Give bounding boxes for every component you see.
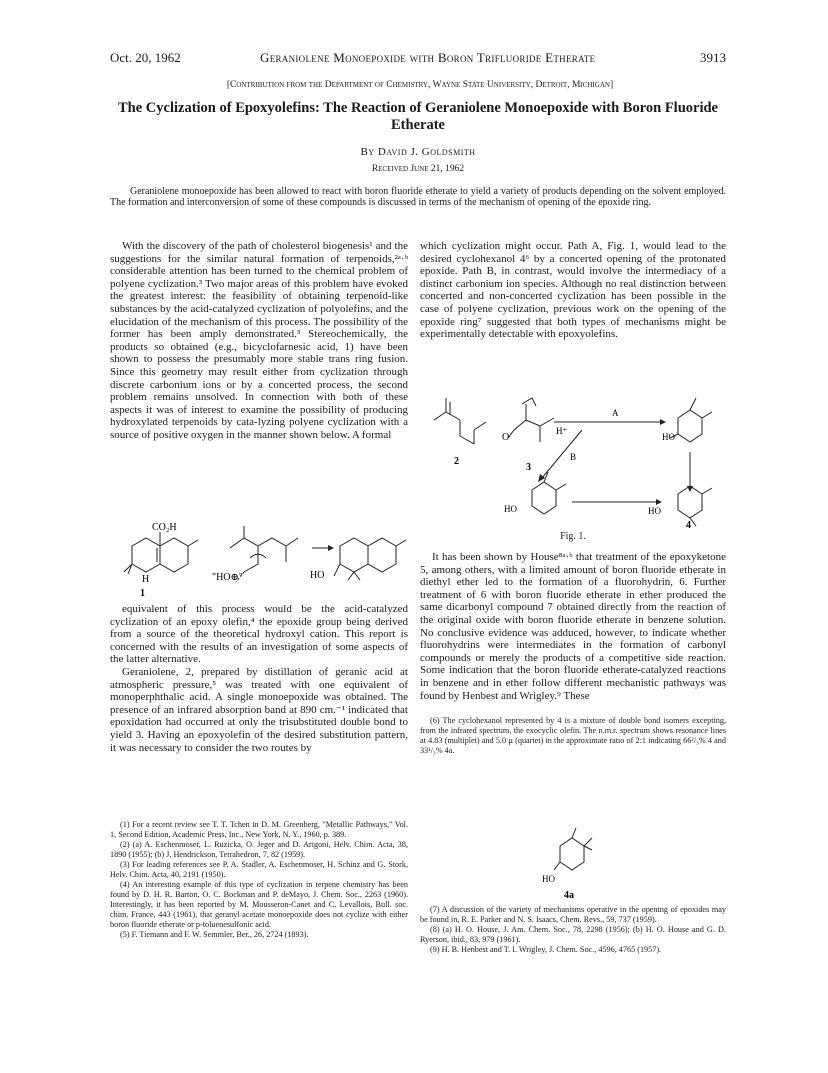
hydroxylated-product-structure [334,538,406,580]
footnote-6-text: (6) The cyclohexanol represented by 4 is a mixture of double bond isomers excepting, from the infrared spectrum, the exocyclic olefin. The n.m.r. spectrum shows resonance lines at 4.83 (multiplet) and 5.0 µ (quartet) in the approximate ratio of 2:1 indicating 66²/₃% 4 and 33¹/₃% 4a. [420,716,726,755]
body-paragraph: which cyclization might occur. Path A, Fig. 1, would lead to the desired cyclohexanol 4⁶ by a concerted opening of the protonated epoxide. Path B, in contrast, would involve the intermediacy of a distinct carbonium ion species. Although no real distinction between concerted and non-concerted cyclization has been possible in the case of polyene cyclization, previous work on the opening of the epoxide ring⁷ suggested that both types of mechanisms might be experimentally detectable with epoxyolefins. [420,240,726,341]
right-column-text-1 [420,240,726,341]
running-header [110,50,726,68]
left-column-text-2 [110,603,408,754]
left-footnotes [110,820,408,940]
footnote-9: (9) H. B. Henbest and T. I. Wrigley, J. Chem. Soc., 4596, 4765 (1957). [430,945,662,954]
running-title: Geraniolene Monoepoxide with Boron Trifluoride Etherate [260,50,596,65]
right-column-text-2 [420,551,726,702]
structure-4a-ring [554,828,592,870]
body-paragraph: It has been shown by House⁸ᵃ·ᵇ that treatment of the epoxyketone 5, among others, with a limited amount of boron fluoride etherate in diethyl ether led to the formation of a fluorohydrin, 6. Further treatment of 6 with boron fluoride etherate in ether produced the same dicarbonyl compound 7 obtained directly from the reaction of the original oxide with boron fluoride etherate in benzene solution. No conclusive evidence was adduced, however, to indicate whether fluorohydrins were intermediates in the formation of carbonyl compounds or merely the products of a competitive side reaction. Some indication that the boron fluoride etherate-catalyzed reactions in benzene and in ether follow different mechanistic pathways was found by Henbest and Wrigley.⁹ These [420,551,726,702]
body-paragraph: With the discovery of the path of cholesterol biogenesis¹ and the suggestions for the similar natural formation of terpenoids,²ᵃ·ᵇ considerable attention has been turned to the chemical problem of polyene cyclization.³ Two major areas of this problem have evoked the greatest interest: the feasibility of obtaining terpenoid-like substances by the acid-catalyzed cyclization of polyolefins, and the elucidation of the mechanism of this process. The possibility of the former has been amply demonstrated.³ Stereochemically, the products so obtained (e.g., bicyclofarnesic acid, 1) have been shown to possess the presumably more stable trans ring fusion. Since this geometry may result either from cyclization through discrete carbonium ions or by a concerted process, the second problem remains unsolved. In connection with both of these aspects it was of interest to examine the possibility of producing hydroxylated terpenoids by cata-lyzing polyene cyclization with a source of positive oxygen in the manner shown below. A formal [110,240,408,441]
ho-label: HO [310,570,325,581]
hydrogen-label: H [142,574,150,585]
epoxide-structure [508,398,554,442]
paper-title: The Cyclization of Epoxyolefins: The Reaction of Geraniolene Monoepoxide with Boron Fluoride Etherate [118,100,718,133]
compound-2-label: 2 [454,456,459,467]
abstract: Geraniolene monoepoxide has been allowed to react with boron fluoride etherate to yield a variety of products depending on the solvent employed. The formation and interconversion of some of these compounds is discussed in terms of the mechanism of opening of the epoxide ring. [110,186,726,208]
body-paragraph: equivalent of this process would be the acid-catalyzed cyclization of an epoxy olefin,⁴ the epoxide group being derived from a source of the theoretical hydroxyl cation. This report is concerned with the results of an investigation of some aspects of the latter alternative. [110,603,408,666]
right-footnotes [420,905,726,955]
ho-plus-label: HO [662,432,675,442]
path-b-label: B [570,452,577,462]
path-a-label: A [612,408,619,418]
footnote-4: (4) An interesting example of this type of cyclization in terpene chemistry has been found by D. H. R. Barton, O. C. Bockman and P. deMayo, J. Chem. Soc., 2263 (1960). Interestingly, it has been reported by M. Mousseron-Canet and C. Levallois, Bull. soc. chim. France, 443 (1961), that geranyl acetate monoepoxide does not cyclize with either boron fluoride etherate or p-toluenesulfonic acid. [110,880,408,929]
structure-4a [540,824,610,902]
proton-label: H⁺ [556,426,568,436]
contribution-line: [Contribution from the Department of Chemistry, Wayne State University, Detroit, Michigan] [226,80,614,90]
author-byline: By David J. Goldsmith [360,146,476,158]
footnote-2: (2) (a) A. Eschenmoser, L. Ruzicka, O. Jeger and D. Arigoni, Helv. Chim. Acta, 38, 1890 (1955); (b) J. Hendrickson, Tetrahedron, 7, 82 (1959). [110,840,408,859]
compound-1-label: 1 [140,588,145,599]
arrowhead-icon [660,419,666,425]
figure-caption: Fig. 1. [560,531,586,542]
footnote-1: (1) For a recent review see T. T. Tchen in D. M. Greenberg, "Metallic Pathways," Vol. 1, Second Edition, Academic Press, Inc., New York, N. Y., 1960, p. 389. [110,820,408,839]
footnote-8: (8) (a) H. O. House, J. Am. Chem. Soc., 78, 2298 (1956); (b) H. O. House and G. D. Ryerson, ibid., 83, 979 (1961). [420,925,726,944]
compound-4a-label: 4a [564,890,574,901]
footnote-7: (7) A discussion of the variety of mechanisms operative in the opening of epoxides may be found in, R. E. Parker and N. S. Isaacs, Chem. Revs., 59, 737 (1959). [420,905,726,924]
oxygen-label: O [502,432,510,443]
hydroxyl-cation-label: "HO⊕" [212,572,243,583]
co2h-label: CO₂H [152,522,177,533]
geraniolene-structure [434,398,486,444]
footnote-6 [420,716,726,756]
bicyclofarnesic-acid-structure [124,532,198,574]
arrowhead-icon [656,499,662,505]
received-date: Received June 21, 1962 [371,164,465,174]
page-number: 3913 [700,50,726,65]
figure-1-scheme [424,390,724,530]
compound-4-label: 4 [686,520,691,530]
protonated-intermediate-structure [670,398,712,442]
footnote-5: (5) F. Tiemann and F. W. Semmler, Ber., 26, 2724 (1893). [120,930,309,939]
left-column-text-1 [110,240,408,442]
carbonium-ion-structure [532,472,566,514]
body-paragraph: Geraniolene, 2, prepared by distillation of geranic acid at atmospheric pressure,⁵ was treated with one equivalent of monoperphthalic acid. A single monoepoxide was obtained. The presence of an infrared absorption band at 890 cm.⁻¹ indicated that epoxidation had occurred at only the trisubstituted double bond to yield 3. Having an epoxyolefin of the desired substitution pattern, it was necessary to consider the two routes by [110,665,408,754]
footnote-3: (3) For leading references see P. A. Stadler, A. Eschenmoser, H. Schinz and G. Stork, Helv. Chim. Acta, 40, 2191 (1950). [110,860,408,879]
cyclohexanol-structure [678,486,712,526]
scheme-1-structures [112,518,410,600]
issue-date: Oct. 20, 1962 [110,50,181,65]
compound-3-label: 3 [526,462,531,473]
arrowhead-icon [328,545,334,551]
ho-label: HO [542,874,555,884]
ho-right-label: HO [648,506,661,516]
ho-left-label: HO [504,504,517,514]
